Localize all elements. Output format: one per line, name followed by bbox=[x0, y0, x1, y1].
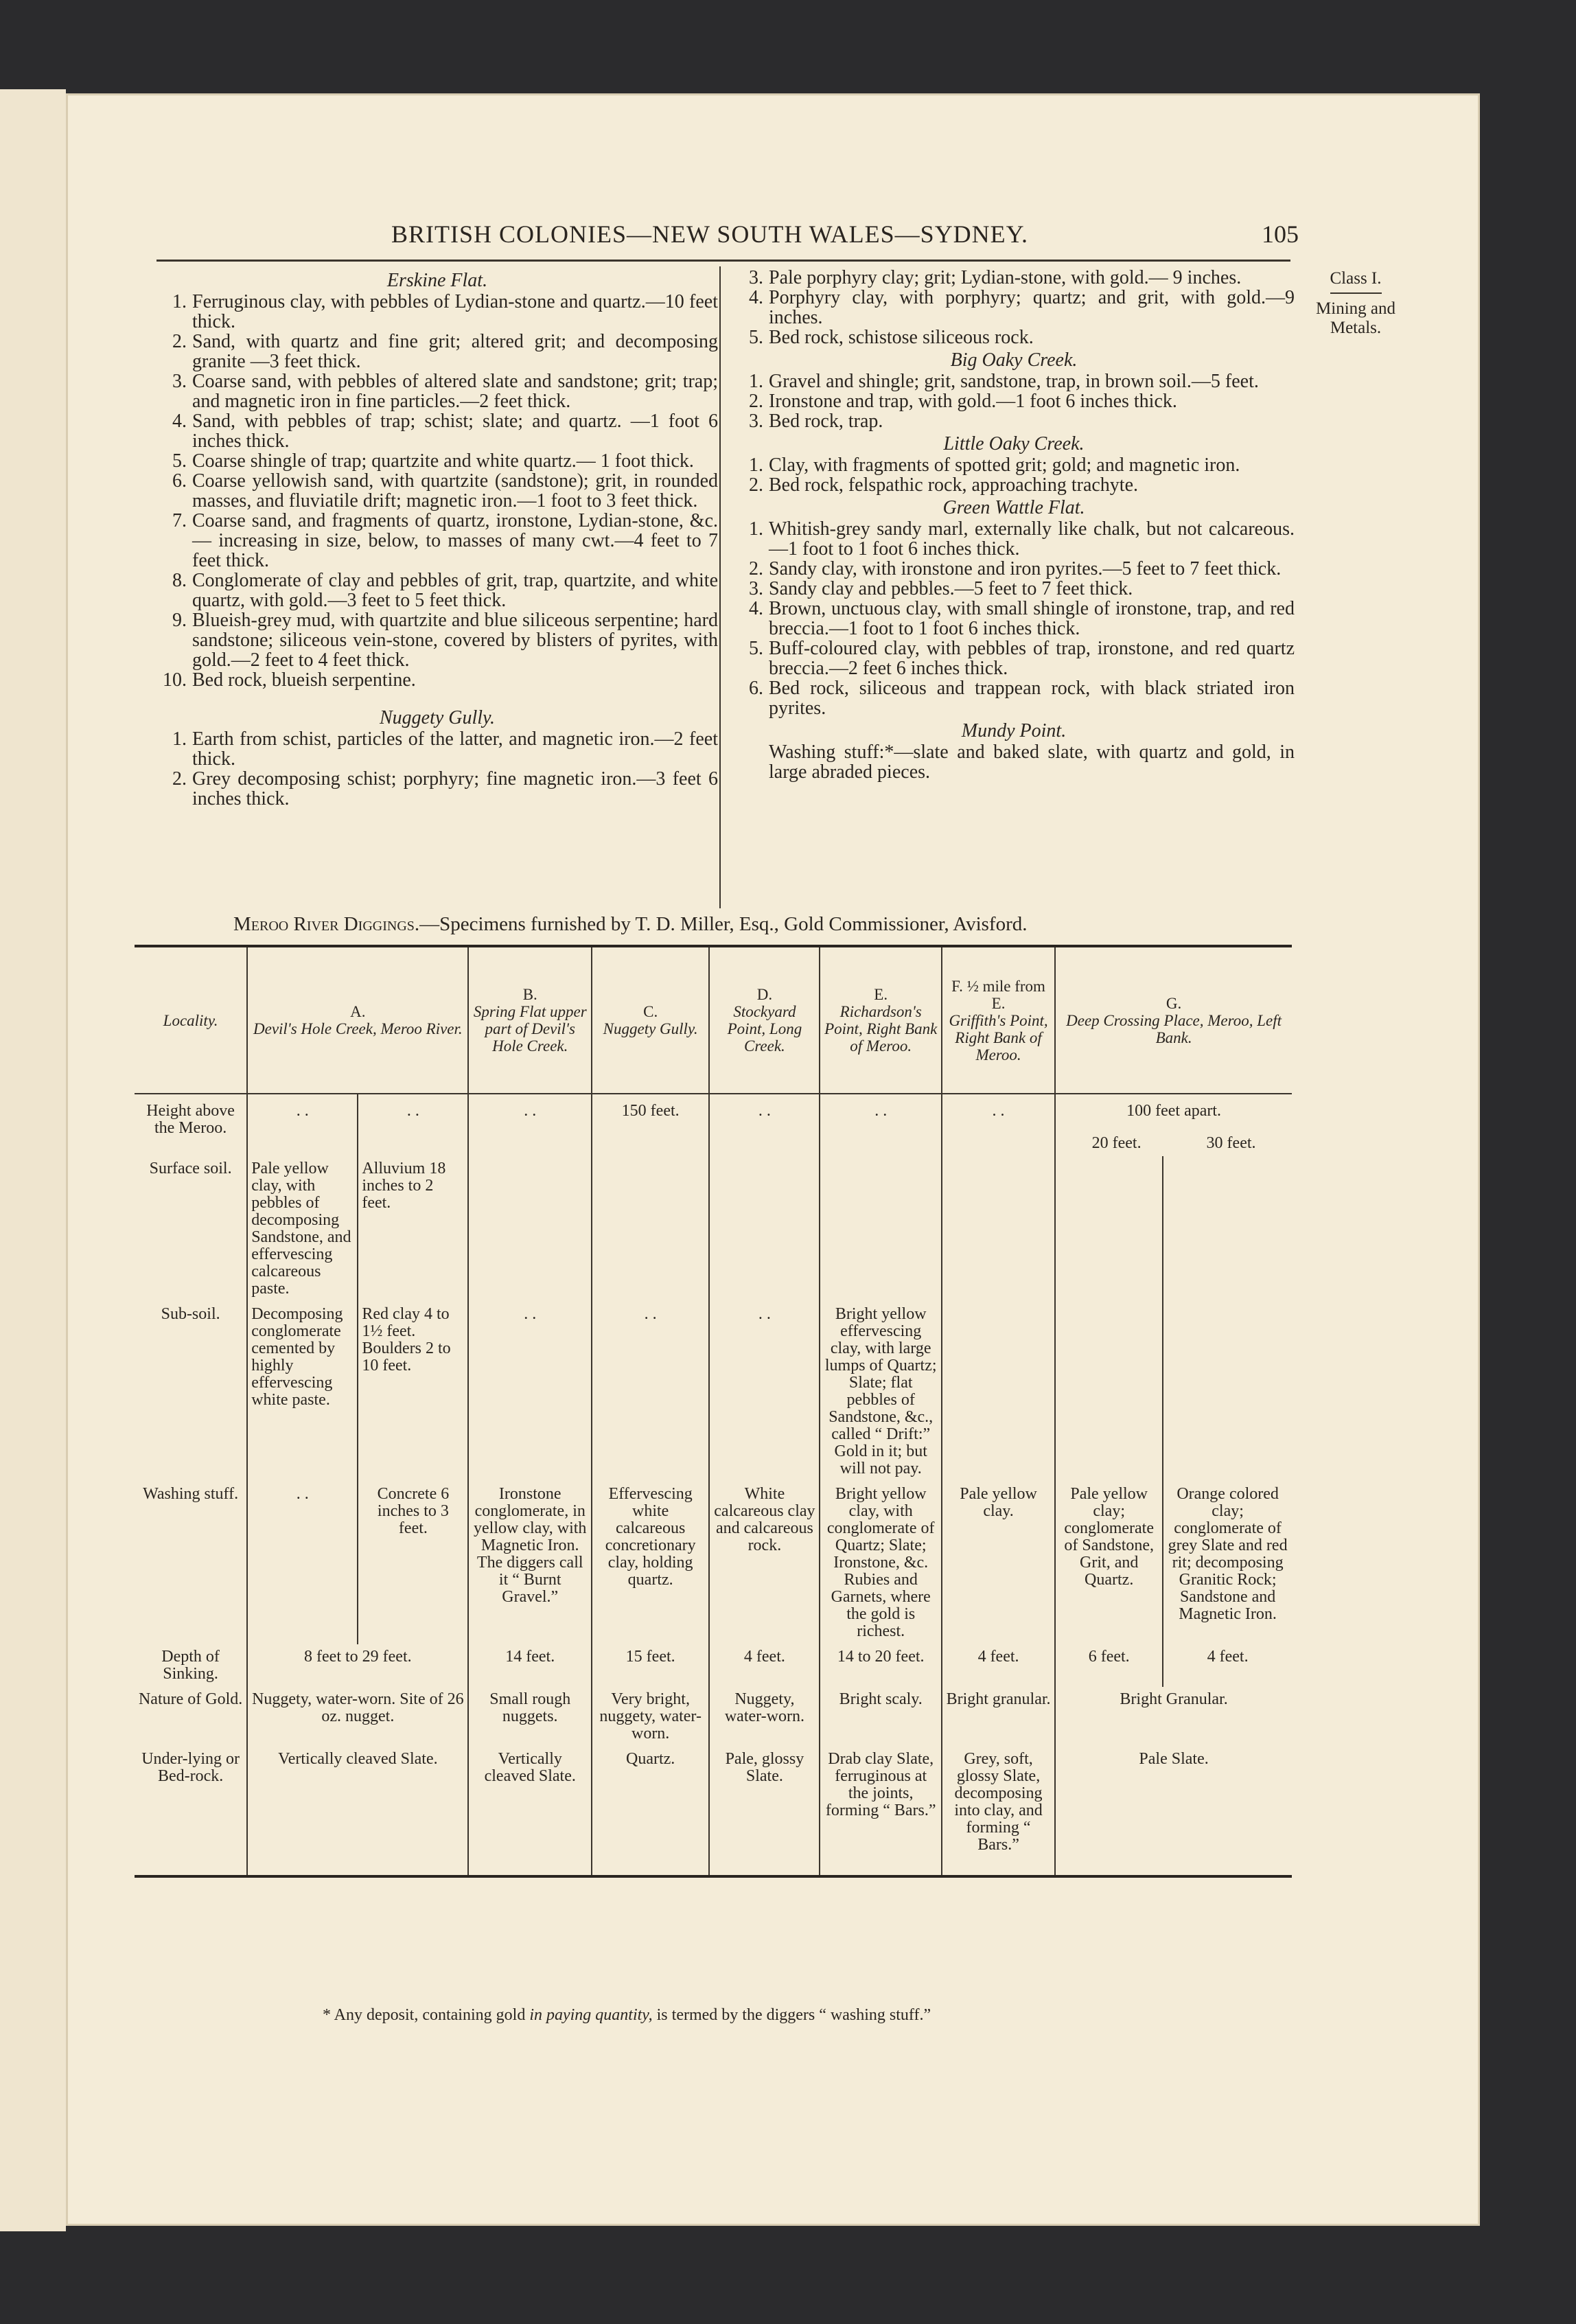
list-item bbox=[157, 729, 718, 769]
item-text: Sand, with pebbles of trap; schist; slate; and quartz. —1 foot 6 inches thick. bbox=[192, 411, 718, 452]
label-nature: Nature of Gold. bbox=[138, 1690, 243, 1708]
item-number: 3. bbox=[749, 411, 763, 432]
col-g-letter: G. bbox=[1166, 994, 1182, 1012]
erskine-flat-heading: Erskine Flat. bbox=[386, 270, 488, 291]
list-item bbox=[733, 268, 1295, 288]
height-g-apart: 100 feet apart. bbox=[1126, 1102, 1222, 1120]
item-text: Sandy clay, with ironstone and iron pyrites.—5 feet to 7 feet thick. bbox=[769, 558, 1282, 579]
mundy-point-text: Washing stuff:*—slate and baked slate, with quartz and gold, in large abraded pieces. bbox=[769, 741, 1295, 783]
meroo-table bbox=[135, 945, 1292, 1878]
col-b-place: Spring Flat upper part of Devil's Hole Creek. bbox=[473, 1003, 587, 1055]
surface-a1: Pale yellow clay, with pebbles of decomposing Sandstone, and effervescing calcareous paste. bbox=[247, 1156, 358, 1302]
bedrock-a: Vertically cleaved Slate. bbox=[247, 1747, 468, 1876]
item-number: 4. bbox=[749, 287, 763, 308]
depth-a: 8 feet to 29 feet. bbox=[247, 1644, 468, 1687]
washing-a2: Concrete 6 inches to 3 feet. bbox=[358, 1482, 468, 1644]
footnote-prefix: * Any deposit, containing gold bbox=[323, 2006, 530, 2024]
nature-g: Bright Granular. bbox=[1055, 1687, 1292, 1747]
item-number: 2. bbox=[749, 558, 763, 579]
height-g-split bbox=[1059, 1135, 1288, 1152]
bedrock-e: Drab clay Slate, ferruginous at the joints, forming “ Bars.” bbox=[820, 1747, 941, 1876]
item-text: Conglomerate of clay and pebbles of grit, trap, quartzite, and white quartz, with gold.—3 feet to 5 feet thick. bbox=[192, 570, 718, 611]
item-text: Earth from schist, particles of the latter, and magnetic iron.—2 feet thick. bbox=[192, 728, 718, 770]
item-text: Bed rock, felspathic rock, approaching trachyte. bbox=[769, 474, 1139, 496]
list-item bbox=[733, 391, 1295, 411]
list-item bbox=[733, 678, 1295, 718]
margin-subject: Mining and Metals. bbox=[1316, 299, 1395, 337]
header-col-a bbox=[247, 946, 468, 1094]
list-item bbox=[157, 610, 718, 670]
list-item bbox=[733, 475, 1295, 495]
depth-c: 15 feet. bbox=[592, 1644, 709, 1687]
little-oaky-heading: Little Oaky Creek. bbox=[943, 433, 1085, 455]
column-separator bbox=[719, 266, 721, 908]
item-text: Bed rock, schistose siliceous rock. bbox=[769, 327, 1034, 348]
subsoil-a1: Decomposing conglomerate cemented by highly effervescing white paste. bbox=[247, 1302, 358, 1482]
bedrock-b: Vertically cleaved Slate. bbox=[468, 1747, 592, 1876]
subsoil-e: Bright yellow effervescing clay, with large lumps of Quartz; Slate; flat pebbles of Sandstone, &c., called “ Drift:” Gold in it; but will not pay. bbox=[820, 1302, 941, 1482]
col-e-place: Richardson's Point, Right Bank of Meroo. bbox=[824, 1003, 938, 1055]
footnote bbox=[323, 2006, 931, 2025]
item-text: Porphyry clay, with porphyry; quartz; and grit, with gold.—9 inches. bbox=[769, 287, 1295, 328]
height-f: . . bbox=[942, 1094, 1055, 1156]
list-item bbox=[733, 519, 1295, 559]
table-header-row bbox=[135, 946, 1292, 1094]
green-wattle-list bbox=[733, 519, 1295, 718]
list-item bbox=[157, 571, 718, 610]
item-number: 5. bbox=[749, 638, 763, 659]
height-a1: . . bbox=[247, 1094, 358, 1156]
height-d: . . bbox=[709, 1094, 820, 1156]
nature-d: Nuggety, water-worn. bbox=[709, 1687, 820, 1747]
list-item bbox=[157, 451, 718, 471]
list-item bbox=[733, 638, 1295, 678]
item-text: Coarse shingle of trap; quartzite and white quartz.— 1 foot thick. bbox=[192, 450, 694, 472]
header-col-g bbox=[1055, 946, 1292, 1094]
item-text: Gravel and shingle; grit, sandstone, trap, in brown soil.—5 feet. bbox=[769, 371, 1259, 392]
erskine-list bbox=[157, 292, 718, 690]
list-item bbox=[733, 411, 1295, 431]
label-subsoil: Sub-soil. bbox=[161, 1305, 220, 1323]
nature-e: Bright scaly. bbox=[820, 1687, 941, 1747]
item-number: 2. bbox=[749, 391, 763, 412]
col-f-letter: F. ½ mile from E. bbox=[951, 977, 1045, 1012]
meroo-title: Meroo River Diggings. bbox=[233, 913, 420, 935]
washing-e: Bright yellow clay, with conglomerate of Quartz; Slate; Ironstone, &c. Rubies and Garnets, where the gold is richest. bbox=[820, 1482, 941, 1644]
col-a-place: Devil's Hole Creek, Meroo River. bbox=[253, 1020, 463, 1037]
col-d-place: Stockyard Point, Long Creek. bbox=[727, 1003, 802, 1055]
item-number: 3. bbox=[172, 371, 187, 392]
item-number: 1. bbox=[749, 371, 763, 392]
list-item bbox=[157, 371, 718, 411]
col-e-letter: E. bbox=[874, 986, 888, 1003]
washing-d: White calcareous clay and calcareous rock. bbox=[709, 1482, 820, 1644]
left-page-edge bbox=[0, 89, 66, 2231]
subsoil-d: . . bbox=[709, 1302, 820, 1482]
height-b: . . bbox=[468, 1094, 592, 1156]
item-text: Bed rock, blueish serpentine. bbox=[192, 669, 416, 691]
header-col-c bbox=[592, 946, 709, 1094]
left-column bbox=[157, 268, 718, 809]
row-depth bbox=[135, 1644, 1292, 1687]
height-e: . . bbox=[820, 1094, 941, 1156]
row-bedrock bbox=[135, 1747, 1292, 1876]
item-text: Sand, with quartz and fine grit; altered grit; and decomposing granite —3 feet thick. bbox=[192, 331, 718, 372]
item-number: 2. bbox=[749, 474, 763, 496]
item-number: 1. bbox=[172, 728, 187, 750]
height-g1: 20 feet. bbox=[1091, 1134, 1142, 1152]
depth-b: 14 feet. bbox=[468, 1644, 592, 1687]
item-text: Bed rock, trap. bbox=[769, 411, 883, 432]
item-number: 1. bbox=[749, 518, 763, 540]
list-item bbox=[733, 579, 1295, 599]
item-text: Sandy clay and pebbles.—5 feet to 7 feet thick. bbox=[769, 578, 1133, 599]
margin-note bbox=[1304, 269, 1407, 338]
item-text: Ferruginous clay, with pebbles of Lydian-stone and quartz.—10 feet thick. bbox=[192, 291, 718, 332]
margin-class: Class I. bbox=[1330, 269, 1382, 294]
item-text: Clay, with fragments of spotted grit; gold; and magnetic iron. bbox=[769, 455, 1240, 476]
depth-g1: 6 feet. bbox=[1055, 1644, 1163, 1687]
meroo-specimens: —Specimens furnished by T. D. Miller, Esq., Gold Commissioner, Avisford. bbox=[419, 913, 1028, 935]
row-nature bbox=[135, 1687, 1292, 1747]
item-number: 8. bbox=[172, 570, 187, 591]
subsoil-c: . . bbox=[592, 1302, 709, 1482]
header-rule bbox=[157, 260, 1290, 262]
bedrock-f: Grey, soft, glossy Slate, decomposing into clay, and forming “ Bars.” bbox=[942, 1747, 1055, 1876]
list-item bbox=[157, 292, 718, 332]
washing-b: Ironstone conglomerate, in yellow clay, with Magnetic Iron. The diggers call it “ Burnt Gravel.” bbox=[468, 1482, 592, 1644]
height-a2: . . bbox=[358, 1094, 468, 1156]
list-item bbox=[157, 471, 718, 511]
col-g-place: Deep Crossing Place, Meroo, Left Bank. bbox=[1066, 1011, 1282, 1046]
row-washing bbox=[135, 1482, 1292, 1644]
header-locality: Locality. bbox=[135, 946, 247, 1094]
row-height bbox=[135, 1094, 1292, 1156]
col-b-letter: B. bbox=[522, 986, 537, 1003]
header-col-d bbox=[709, 946, 820, 1094]
item-text: Coarse yellowish sand, with quartzite (sandstone); grit, in rounded masses, and fluviatile drift; magnetic iron.—1 foot to 3 feet thick. bbox=[192, 470, 718, 511]
washing-a1: . . bbox=[247, 1482, 358, 1644]
washing-f: Pale yellow clay. bbox=[942, 1482, 1055, 1644]
item-text: Pale porphyry clay; grit; Lydian-stone, with gold.— 9 inches. bbox=[769, 267, 1242, 288]
bedrock-g: Pale Slate. bbox=[1055, 1747, 1292, 1876]
depth-e: 14 to 20 feet. bbox=[820, 1644, 941, 1687]
page-number: 105 bbox=[1262, 220, 1299, 248]
col-d-letter: D. bbox=[756, 986, 773, 1003]
nature-a: Nuggety, water-worn. Site of 26 oz. nugget. bbox=[247, 1687, 468, 1747]
label-bedrock: Under-lying or Bed-rock. bbox=[135, 1747, 247, 1876]
list-item bbox=[733, 559, 1295, 579]
item-number: 2. bbox=[172, 768, 187, 790]
big-oaky-heading: Big Oaky Creek. bbox=[950, 349, 1078, 371]
list-item bbox=[733, 288, 1295, 327]
col-c-place: Nuggety Gully. bbox=[603, 1020, 698, 1037]
label-depth: Depth of Sinking. bbox=[161, 1648, 220, 1683]
item-number: 9. bbox=[172, 610, 187, 631]
row-subsoil bbox=[135, 1302, 1292, 1482]
list-item bbox=[733, 371, 1295, 391]
height-c: 150 feet. bbox=[592, 1094, 709, 1156]
label-surface: Surface soil. bbox=[149, 1160, 232, 1177]
right-column bbox=[733, 268, 1295, 782]
list-item bbox=[733, 327, 1295, 347]
subsoil-b: . . bbox=[468, 1302, 592, 1482]
list-item bbox=[157, 670, 718, 690]
label-height: Height above the Meroo. bbox=[146, 1102, 235, 1137]
nuggety-list bbox=[157, 729, 718, 809]
list-item bbox=[733, 455, 1295, 475]
list-item bbox=[157, 769, 718, 809]
header-col-b bbox=[468, 946, 592, 1094]
bedrock-c: Quartz. bbox=[592, 1747, 709, 1876]
item-text: Ironstone and trap, with gold.—1 foot 6 inches thick. bbox=[769, 391, 1177, 412]
washing-g1: Pale yellow clay; conglomerate of Sandstone, Grit, and Quartz. bbox=[1055, 1482, 1163, 1644]
item-number: 4. bbox=[749, 598, 763, 619]
item-number: 1. bbox=[172, 291, 187, 312]
item-text: Coarse sand, with pebbles of altered slate and sandstone; grit; trap; and magnetic iron in fine particles.—2 feet thick. bbox=[192, 371, 718, 412]
item-number: 10. bbox=[163, 669, 187, 691]
bedrock-d: Pale, glossy Slate. bbox=[709, 1747, 820, 1876]
item-text: Coarse sand, and fragments of quartz, ironstone, Lydian-stone, &c.— increasing in size, below, to masses of many cwt.—4 feet to 7 feet thick. bbox=[192, 510, 718, 571]
mundy-point-heading: Mundy Point. bbox=[961, 720, 1067, 741]
washing-c: Effervescing white calcareous concretionary clay, holding quartz. bbox=[592, 1482, 709, 1644]
item-number: 5. bbox=[749, 327, 763, 348]
continued-list bbox=[733, 268, 1295, 347]
label-washing: Washing stuff. bbox=[143, 1485, 239, 1503]
subsoil-a2: Red clay 4 to 1½ feet. Boulders 2 to 10 feet. bbox=[358, 1302, 468, 1482]
height-g2: 30 feet. bbox=[1206, 1134, 1256, 1152]
height-g bbox=[1055, 1094, 1292, 1156]
item-text: Whitish-grey sandy marl, externally like chalk, but not calcareous.—1 foot to 1 foot 6 inches thick. bbox=[769, 518, 1295, 560]
item-number: 7. bbox=[172, 510, 187, 531]
col-f-place: Griffith's Point, Right Bank of Meroo. bbox=[949, 1011, 1048, 1063]
list-item bbox=[733, 599, 1295, 638]
list-item bbox=[157, 332, 718, 371]
item-text: Brown, unctuous clay, with small shingle of ironstone, trap, and red breccia.—1 foot to 1 foot 6 inches thick. bbox=[769, 598, 1295, 639]
depth-g2: 4 feet. bbox=[1163, 1644, 1292, 1687]
footnote-suffix: is termed by the diggers “ washing stuff.” bbox=[652, 2006, 931, 2024]
item-text: Grey decomposing schist; porphyry; fine magnetic iron.—3 feet 6 inches thick. bbox=[192, 768, 718, 809]
nuggety-gully-heading: Nuggety Gully. bbox=[380, 707, 495, 728]
item-number: 6. bbox=[172, 470, 187, 492]
meroo-caption bbox=[233, 913, 1028, 936]
item-number: 2. bbox=[172, 331, 187, 352]
row-surface bbox=[135, 1156, 1292, 1302]
nature-f: Bright granular. bbox=[942, 1687, 1055, 1747]
list-item bbox=[157, 511, 718, 571]
item-number: 1. bbox=[749, 455, 763, 476]
surface-a2: Alluvium 18 inches to 2 feet. bbox=[358, 1156, 468, 1302]
item-text: Blueish-grey mud, with quartzite and blue siliceous serpentine; hard sandstone; siliceous vein-stone, covered by blisters of pyrites, with gold.—2 feet to 4 feet thick. bbox=[192, 610, 718, 671]
footnote-emphasis: in paying quantity, bbox=[529, 2006, 653, 2024]
washing-g2: Orange colored clay; conglomerate of grey Slate and red rit; decomposing Granitic Rock; Sandstone and Magnetic Iron. bbox=[1163, 1482, 1292, 1644]
item-text: Buff-coloured clay, with pebbles of trap, ironstone, and red quartz breccia.—2 feet 6 inches thick. bbox=[769, 638, 1295, 679]
item-number: 3. bbox=[749, 578, 763, 599]
item-number: 6. bbox=[749, 678, 763, 699]
little-oaky-list bbox=[733, 455, 1295, 495]
nature-b: Small rough nuggets. bbox=[468, 1687, 592, 1747]
big-oaky-list bbox=[733, 371, 1295, 431]
item-number: 4. bbox=[172, 411, 187, 432]
green-wattle-heading: Green Wattle Flat. bbox=[942, 497, 1085, 518]
col-c-letter: C. bbox=[643, 1003, 658, 1020]
item-number: 5. bbox=[172, 450, 187, 472]
list-item bbox=[157, 411, 718, 451]
item-text: Bed rock, siliceous and trappean rock, with black striated iron pyrites. bbox=[769, 678, 1295, 719]
item-number: 3. bbox=[749, 267, 763, 288]
col-a-letter: A. bbox=[350, 1003, 366, 1020]
depth-f: 4 feet. bbox=[942, 1644, 1055, 1687]
header-col-f bbox=[942, 946, 1055, 1094]
running-head: BRITISH COLONIES—NEW SOUTH WALES—SYDNEY. bbox=[391, 220, 1029, 248]
nature-c: Very bright, nuggety, water-worn. bbox=[592, 1687, 709, 1747]
depth-d: 4 feet. bbox=[709, 1644, 820, 1687]
header-col-e bbox=[820, 946, 941, 1094]
